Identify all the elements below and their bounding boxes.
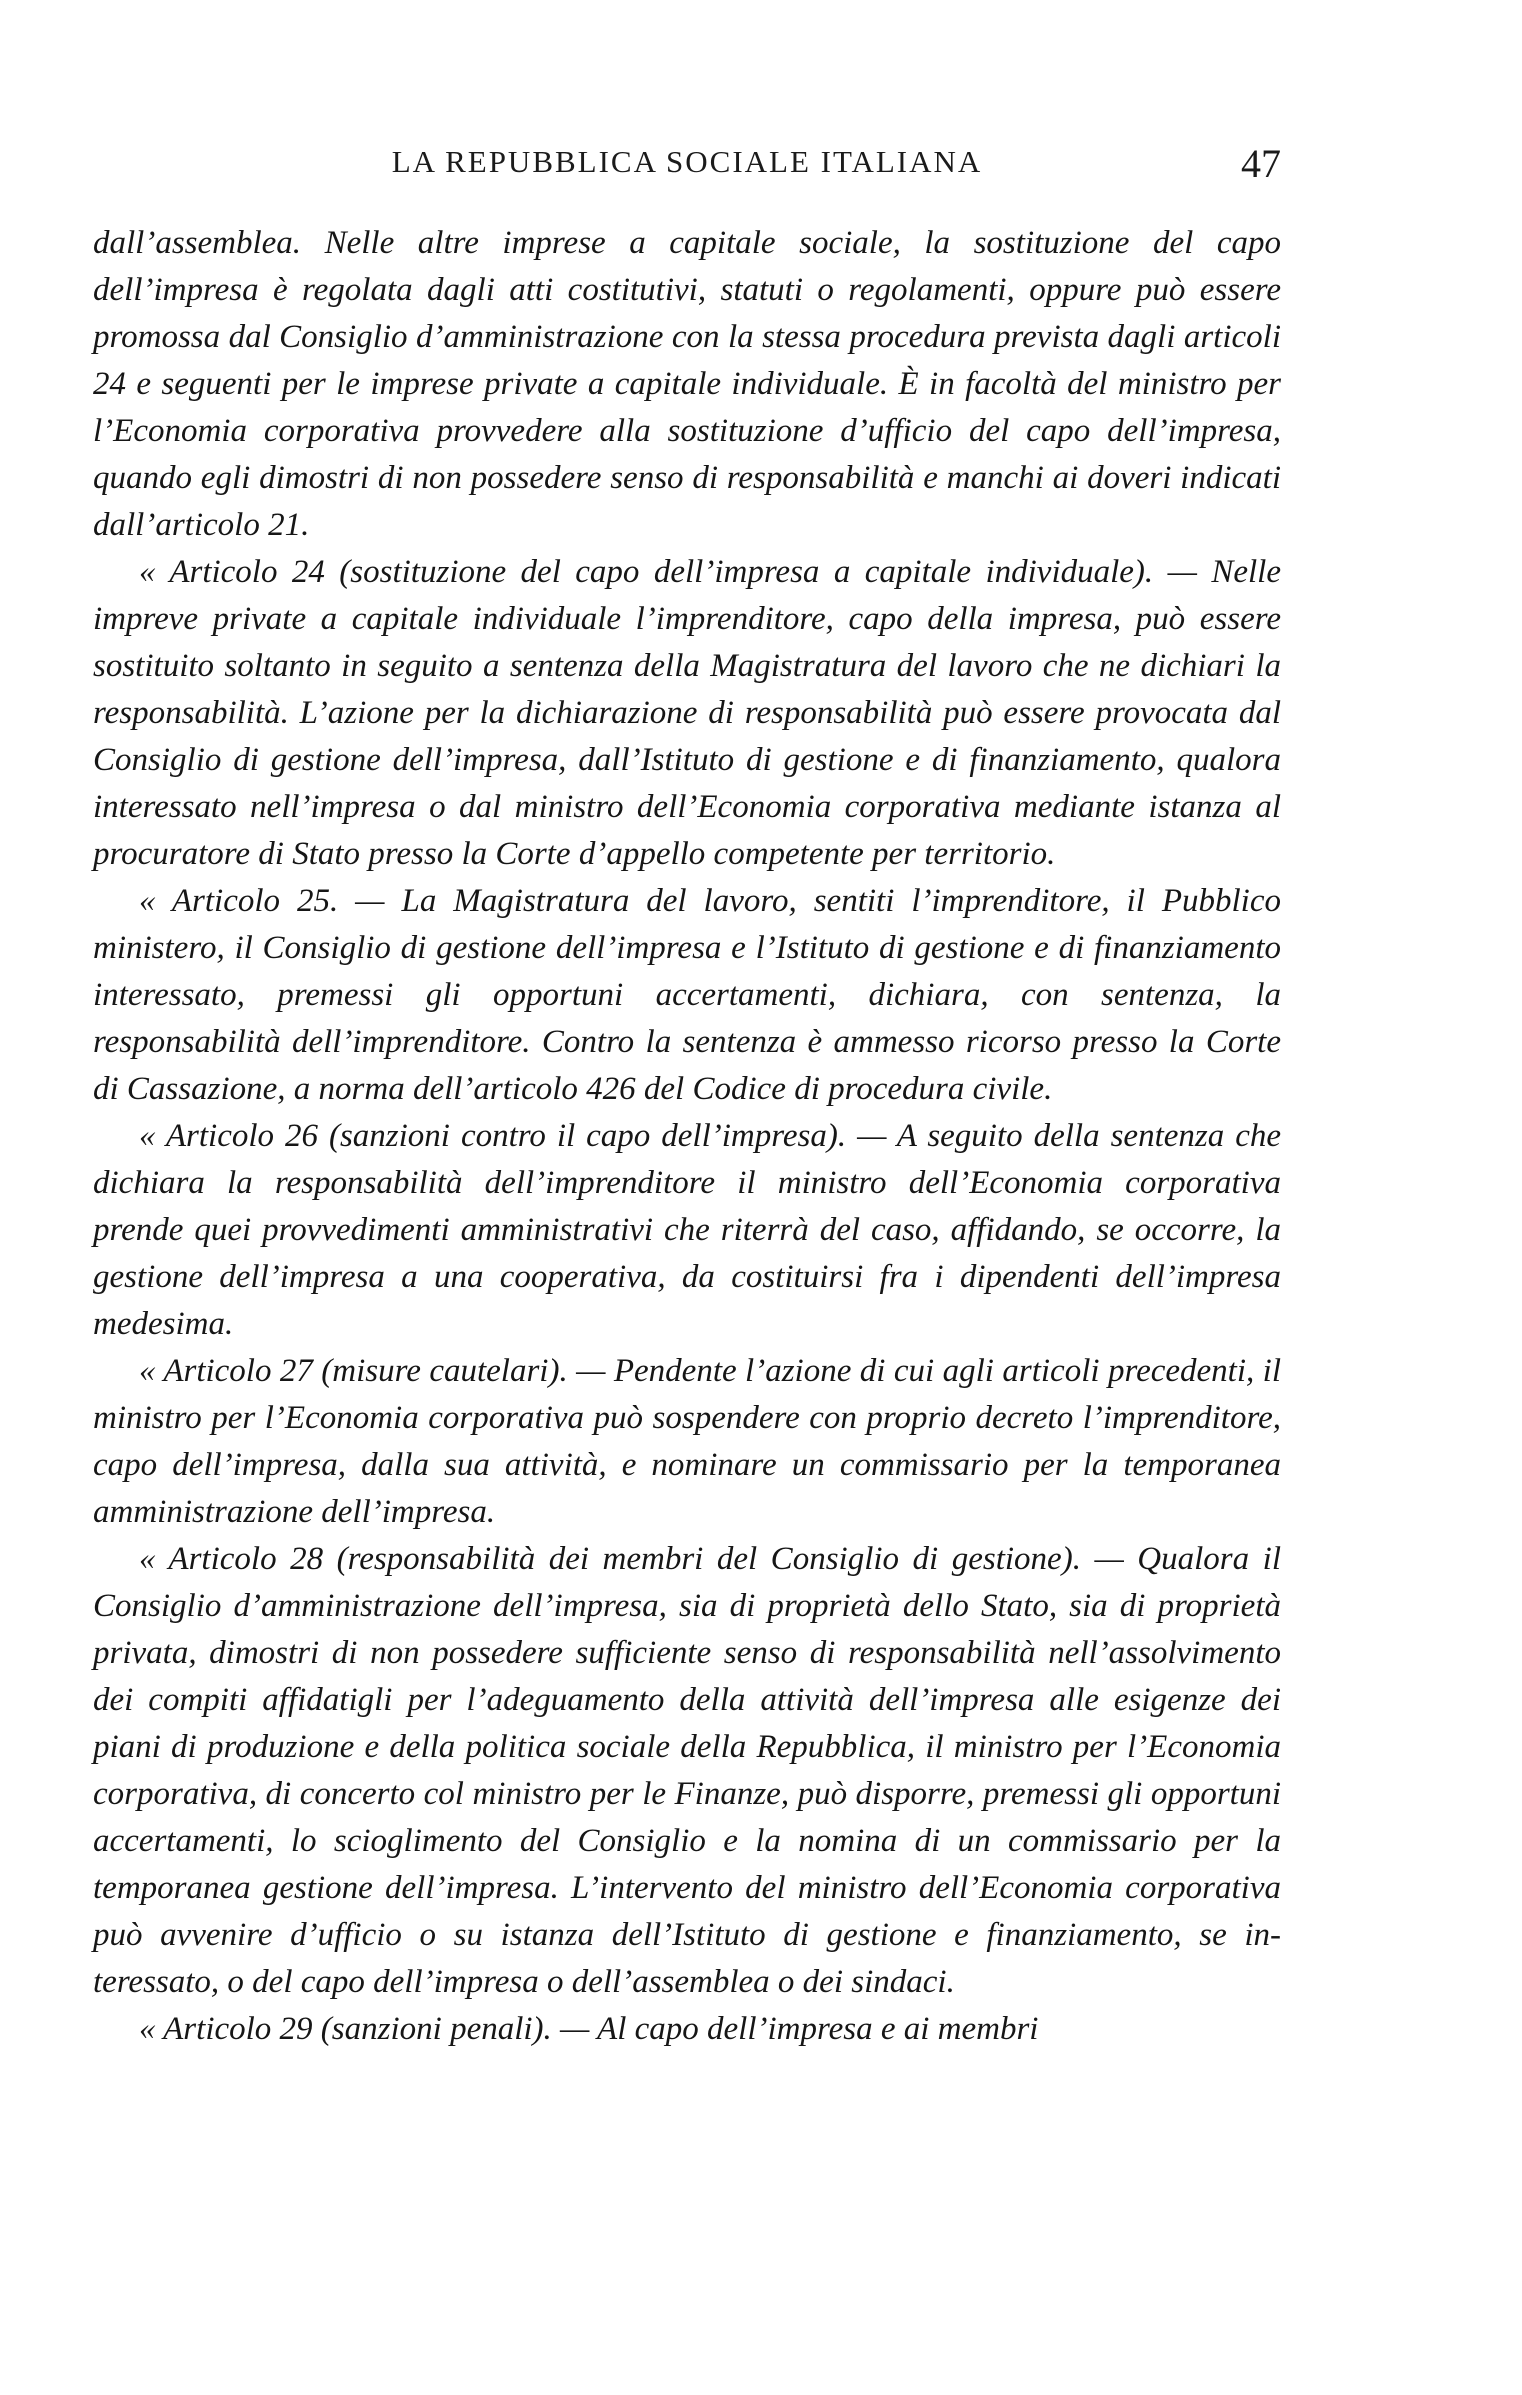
paragraph-continuation: dall’assemblea. Nelle altre imprese a capitale sociale, la sostituzione del capo dell’impresa è regolata dagli atti costitutivi, statuti o regolamenti, oppure può essere promossa dal Consiglio d’amministrazione con la stessa procedura prevista dagli articoli 24 e seguenti per le imprese private a capitale individuale. È in facoltà del ministro per l’Economia corporativa provvedere alla sostituzione d’ufficio del capo dell’impresa, quando egli dimostri di non possedere senso di responsabilità e manchi ai doveri indicati dall’articolo 21. [93, 225, 1281, 543]
paragraph-article-26: « Articolo 26 (sanzioni contro il capo dell’impresa). — A seguito della sentenza che dichiara la responsabilità dell’imprenditore il ministro dell’Economia corporativa prende quei provvedimenti amministrativi che riterrà del caso, affidando, se occorre, la gestione dell’impresa a una cooperativa, da costituirsi fra i dipendenti dell’impresa medesima. [93, 1118, 1281, 1342]
paragraph-article-24: « Articolo 24 (sostituzione del capo dell’impresa a capitale individuale). — Nelle impreve private a capitale individuale l’imprenditore, capo della impresa, può essere sostituito soltanto in seguito a sentenza della Magistratura del lavoro che ne dichiari la responsabilità. L’azione per la dichiarazione di responsabilità può essere provocata dal Consiglio di gestione dell’impresa, dall’Istituto di gestione e di finanziamento, qualora interessato nell’impresa o dal ministro dell’Economia corporativa mediante istanza al procuratore di Stato presso la Corte d’appello competente per territorio. [93, 554, 1281, 872]
running-head [93, 140, 1281, 190]
paragraph-article-25: « Articolo 25. — La Magistratura del lavoro, sentiti l’imprenditore, il Pubblico ministero, il Consiglio di gestione dell’impresa e l’Istituto di gestione e di finanziamento interessato, premessi gli opportuni accertamenti, dichiara, con sentenza, la responsabilità dell’imprenditore. Contro la sentenza è ammesso ricorso presso la Corte di Cassazione, a norma dell’articolo 426 del Codice di procedura civile. [93, 883, 1281, 1107]
page-number: 47 [1241, 141, 1281, 186]
paragraph-article-28: « Articolo 28 (responsabilità dei membri del Consiglio di gestione). — Qualora il Consiglio d’amministrazione dell’impresa, sia di proprietà dello Stato, sia di proprietà privata, dimostri di non possedere sufficiente senso di responsabilità nell’assolvimento dei compiti affidatigli per l’adeguamento della attività dell’impresa alle esigenze dei piani di produzione e della politica sociale della Repubblica, il ministro per l’Economia corporativa, di concerto col ministro per le Finanze, può disporre, premessi gli opportuni accertamenti, lo scioglimento del Consiglio e la nomina di un commissario per la temporanea gestione dell’impresa. L’intervento del ministro dell’Economia corporativa può avvenire d’ufficio o su istanza dell’Istituto di gestione e finanziamento, se interessato, o del capo dell’impresa o dell’assemblea o dei sindaci. [93, 1541, 1281, 2000]
running-title: LA REPUBBLICA SOCIALE ITALIANA [391, 144, 983, 179]
paragraph-article-27: « Articolo 27 (misure cautelari). — Pendente l’azione di cui agli articoli precedenti, il ministro per l’Economia corporativa può sospendere con proprio decreto l’imprenditore, capo dell’impresa, dalla sua attività, e nominare un commissario per la temporanea amministrazione dell’impresa. [93, 1353, 1281, 1530]
paragraph-article-29: « Articolo 29 (sanzioni penali). — Al capo dell’impresa e ai membri [139, 2011, 1039, 2047]
body-text [93, 220, 1281, 2053]
